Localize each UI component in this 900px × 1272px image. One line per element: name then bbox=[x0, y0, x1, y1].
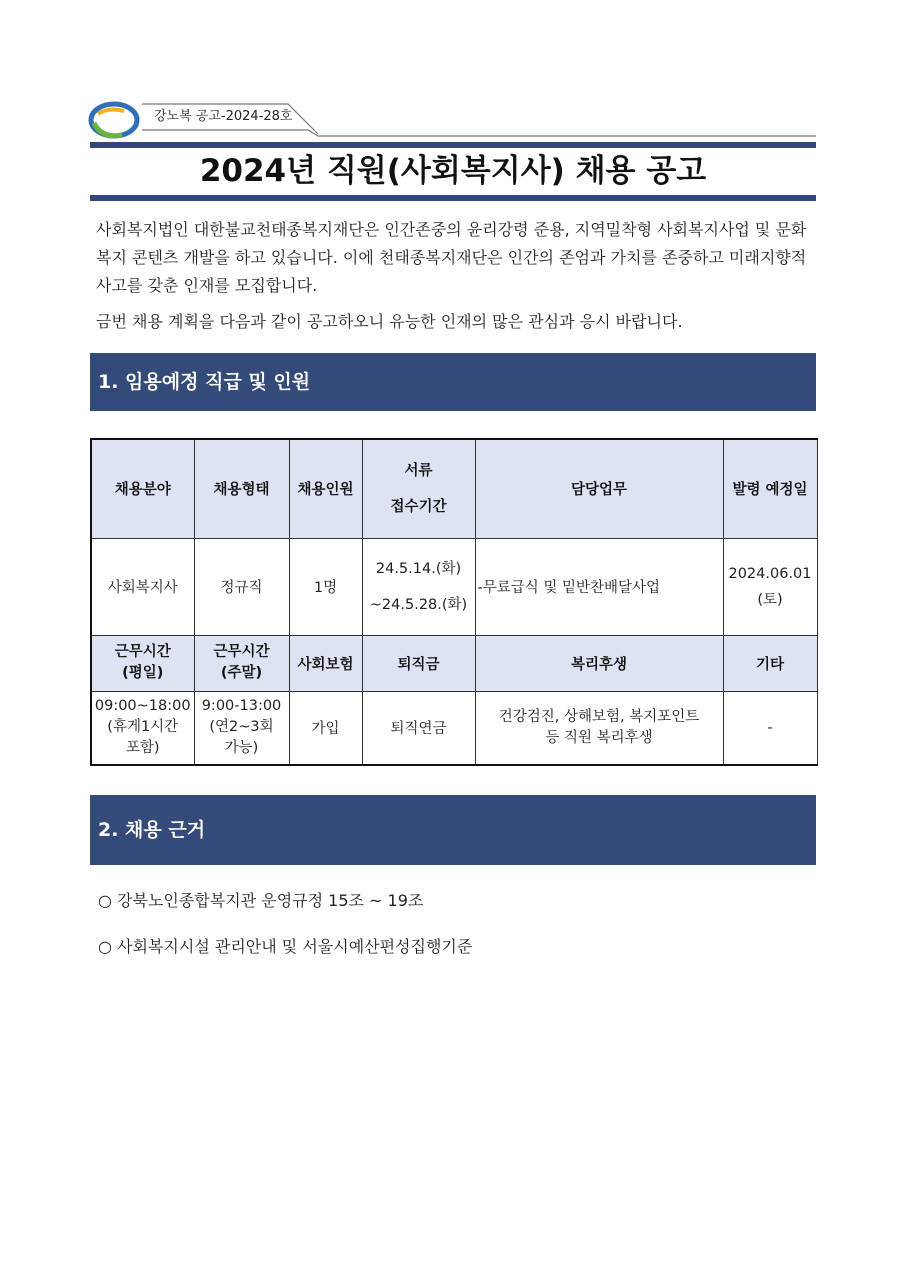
cell-period-end: ~24.5.28.(화) bbox=[369, 596, 468, 613]
table-row bbox=[91, 538, 817, 635]
cell-welfare bbox=[475, 691, 723, 765]
cell-type: 정규직 bbox=[194, 538, 289, 635]
header-weekend-hours-line1: 근무시간 bbox=[213, 644, 270, 660]
cell-duty: -무료급식 및 밑반찬배달사업 bbox=[475, 538, 723, 635]
cell-weekend-hours-line3: 가능) bbox=[224, 740, 259, 757]
intro-paragraph-2: 금번 채용 계획을 다음과 같이 공고하오니 유능한 인재의 많은 관심과 응시 바랍니다. bbox=[96, 312, 683, 331]
header-weekday-hours-line1: 근무시간 bbox=[114, 644, 171, 660]
section-1-heading: 1. 임용예정 직급 및 인원 bbox=[90, 353, 816, 411]
header-appoint-date: 발령 예정일 bbox=[723, 439, 817, 538]
basis-item-2: ○ 사회복지시설 관리안내 및 서울시예산편성집행기준 bbox=[98, 937, 473, 956]
cell-weekend-hours bbox=[194, 691, 289, 765]
header-insurance: 사회보험 bbox=[289, 635, 362, 691]
cell-weekday-hours-line2: (휴게1시간 bbox=[107, 719, 179, 736]
basis-item-1: ○ 강북노인종합복지관 운영규정 15조 ~ 19조 bbox=[98, 891, 424, 910]
cell-weekday-hours-line1: 09:00~18:00 bbox=[94, 698, 191, 715]
page-title: 2024년 직원(사회복지사) 채용 공고 bbox=[199, 153, 707, 189]
header-period-line2: 접수기간 bbox=[390, 498, 447, 515]
cell-appoint-date-value: 2024.06.01 bbox=[728, 565, 812, 582]
recruitment-table bbox=[90, 438, 818, 766]
cell-welfare-line1: 건강검진, 상해보험, 복지포인트 bbox=[498, 708, 700, 725]
cell-weekend-hours-line2: (연2~3회 bbox=[209, 719, 274, 736]
title-bar-bottom bbox=[90, 195, 816, 201]
cell-appoint-day: (토) bbox=[757, 591, 783, 608]
header-count: 채용인원 bbox=[289, 439, 362, 538]
table-header-row bbox=[91, 439, 817, 538]
header-period-line1: 서류 bbox=[404, 462, 433, 479]
cell-weekday-hours-line3: 포함) bbox=[125, 740, 160, 757]
cell-insurance: 가입 bbox=[289, 691, 362, 765]
table-row bbox=[91, 691, 817, 765]
header-welfare: 복리후생 bbox=[475, 635, 723, 691]
header-severance: 퇴직금 bbox=[362, 635, 475, 691]
cell-period bbox=[362, 538, 475, 635]
header-type: 채용형태 bbox=[194, 439, 289, 538]
cell-weekend-hours-line1: 9:00-13:00 bbox=[201, 698, 282, 715]
cell-field: 사회복지사 bbox=[91, 538, 194, 635]
header-weekend-hours bbox=[194, 635, 289, 691]
header-weekday-hours-line2: (평일) bbox=[122, 665, 164, 681]
header-duty: 담당업무 bbox=[475, 439, 723, 538]
header-etc: 기타 bbox=[723, 635, 817, 691]
cell-etc: - bbox=[723, 691, 817, 765]
cell-welfare-line2: 등 직원 복리후생 bbox=[545, 729, 653, 746]
cell-appoint-date bbox=[723, 538, 817, 635]
header-weekday-hours bbox=[91, 635, 194, 691]
header-field: 채용분야 bbox=[91, 439, 194, 538]
header-period bbox=[362, 439, 475, 538]
section-2-heading: 2. 채용 근거 bbox=[90, 795, 816, 865]
doc-number: 강노복 공고-2024-28호 bbox=[154, 109, 293, 124]
cell-count: 1명 bbox=[289, 538, 362, 635]
table-header-row-2 bbox=[91, 635, 817, 691]
cell-severance: 퇴직연금 bbox=[362, 691, 475, 765]
header-weekend-hours-line2: (주말) bbox=[220, 665, 263, 681]
intro-paragraph: 사회복지법인 대한불교천태종복지재단은 인간존중의 윤리강령 준용, 지역밀착형 사회복지사업 및 문화복지 콘텐츠 개발을 하고 있습니다. 이에 천태종복지재단은 인간의 존엄과 가치를 존중하고 미래지향적 사고를 갖춘 인재를 모집합니다. bbox=[96, 220, 807, 295]
cell-weekday-hours bbox=[91, 691, 194, 765]
cell-period-start: 24.5.14.(화) bbox=[375, 560, 462, 577]
